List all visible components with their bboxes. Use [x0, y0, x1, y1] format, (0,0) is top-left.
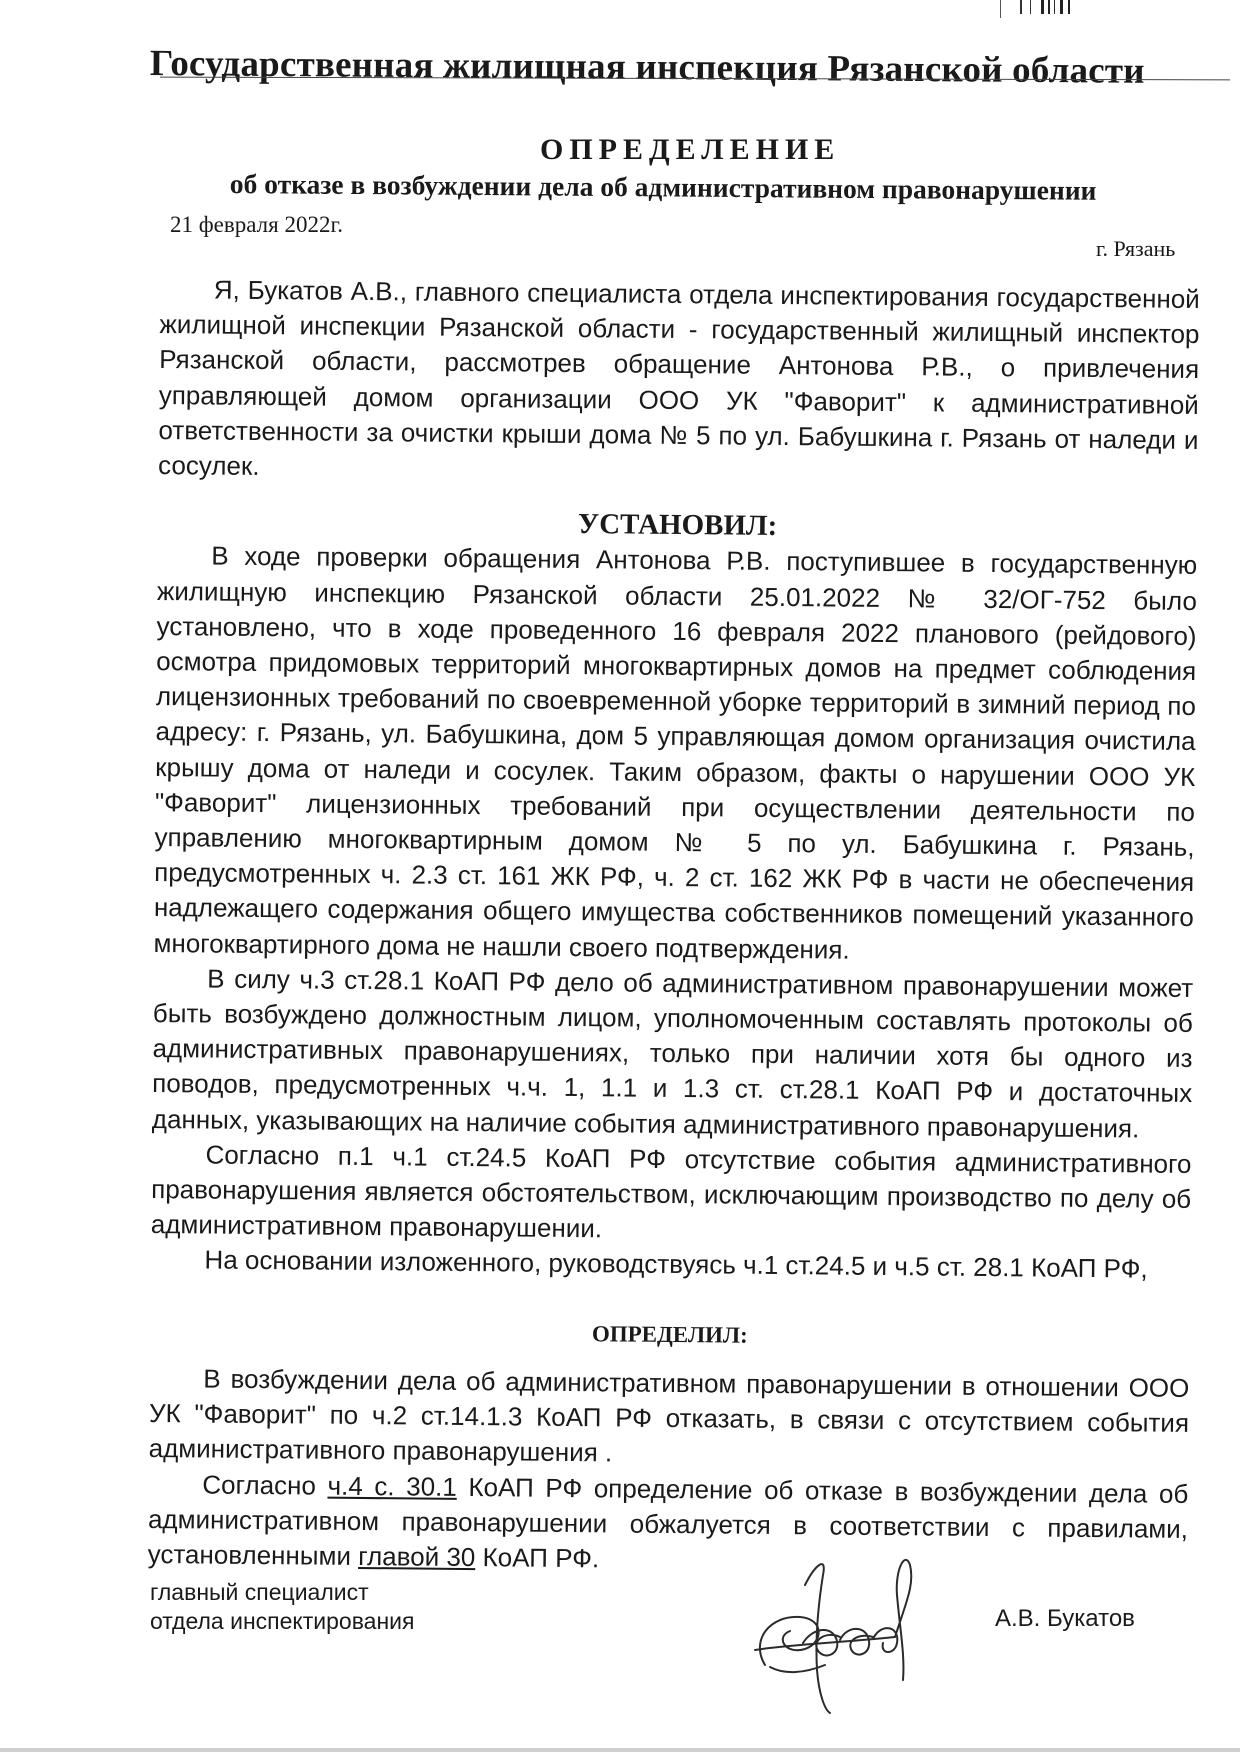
signatory-role	[150, 1578, 414, 1636]
intro-paragraph: Я, Букатов А.В., главного специалиста отдела инспектирования государственной жилищной инспекции Рязанской области - государственный жилищный инспектор Рязанской области, рассмотрев обращение Антонова Р.В., о привлечения управляющей домом организации ООО УК "Фаворит" к административной ответственности за очистки крыши дома № 5 по ул. Бабушкина г. Рязань от наледи и сосулек.	[158, 274, 1200, 481]
established-paragraph-4: На основании изложенного, руководствуясь ч.1 ст.24.5 и ч.5 ст. 28.1 КоАП РФ,	[204, 1244, 1148, 1285]
handwritten-signature-icon	[745, 1545, 935, 1715]
barcode-fragment-icon	[1000, 0, 1110, 18]
document-body	[148, 272, 1200, 1582]
signatory-name: А.В. Букатов	[995, 1605, 1135, 1632]
established-paragraph-1: В ходе проверки обращения Антонова Р.В. поступившее в государственную жилищную инспекцию Рязанской области 25.01.2022 № 32/ОГ-752 было установлено, что в ходе проведенного 16 февраля 2022 планового (рейдового) осмотра придомовых территорий многоквартирных домов на предмет соблюдения лицензионных требований по своевременной уборке территорий в зимний период по адресу: г. Рязань, ул. Бабушкина, дом 5 управляющая домом организация очистила крышу дома от наледи и сосулек. Таким образом, факты о нарушении ООО УК "Фаворит" лицензионных требований при осуществлении деятельности по управлению многоквартирным домом № 5 по ул. Бабушкина г. Рязань, предусмотренных ч. 2.3 ст. 161 ЖК РФ, ч. 2 ст. 162 ЖК РФ в части не обеспечения надлежащего содержания общего имущества собственников помещений указанного многоквартирного дома не нашли своего подтверждения.	[153, 540, 1198, 965]
appeal-text-after: КоАП РФ.	[475, 1541, 600, 1574]
appeal-paragraph	[148, 1466, 1189, 1582]
signatory-role-line-1: главный специалист	[150, 1579, 369, 1605]
appeal-text-middle: КоАП РФ определение об отказе в возбуждении дела об административном правонарушении обжалуется в соответствии с правилами, установленными	[147, 1471, 1189, 1571]
document-subtitle: об отказе в возбуждении дела об административном правонарушении	[229, 168, 1097, 206]
chapter-reference-link[interactable]: главой 30	[358, 1540, 476, 1572]
document-date: 21 февраля 2022г.	[170, 212, 344, 237]
decided-heading: ОПРЕДЕЛИЛ:	[591, 1320, 748, 1348]
appeal-text-before: Согласно	[202, 1468, 328, 1501]
decision-paragraph: В возбуждении дела об административном правонарушении в отношении ООО УК "Фаворит" по ч.2 ст.14.1.3 КоАП РФ отказать, в связи с отсутствием события административного правонарушения .	[148, 1363, 1190, 1468]
established-heading: УСТАНОВИЛ:	[577, 508, 778, 543]
established-paragraph-2: В силу ч.3 ст.28.1 КоАП РФ дело об административном правонарушении может быть возбуждено должностным лицом, уполномоченным составлять протоколы об административных правонарушениях, только при наличии хотя бы одного из поводов, предусмотренных ч.ч. 1, 1.1 и 1.3 ст. ст.28.1 КоАП РФ и достаточных данных, указывающих на наличие события административного правонарушения.	[151, 963, 1194, 1144]
document-city: г. Рязань	[1096, 236, 1176, 261]
appeal-reference-link[interactable]: ч.4 с. 30.1	[327, 1470, 457, 1502]
signatory-role-line-2: отдела инспектирования	[150, 1608, 415, 1634]
organization-header: Государственная жилищная инспекция Рязанской области	[149, 42, 1145, 92]
document-title: ОПРЕДЕЛЕНИЕ	[540, 133, 841, 166]
bottom-edge-divider	[0, 1748, 1240, 1752]
established-paragraph-3: Согласно п.1 ч.1 ст.24.5 КоАП РФ отсутствие события административного правонарушения является обстоятельством, исключающим производство по делу об административном правонарушении.	[150, 1139, 1192, 1244]
